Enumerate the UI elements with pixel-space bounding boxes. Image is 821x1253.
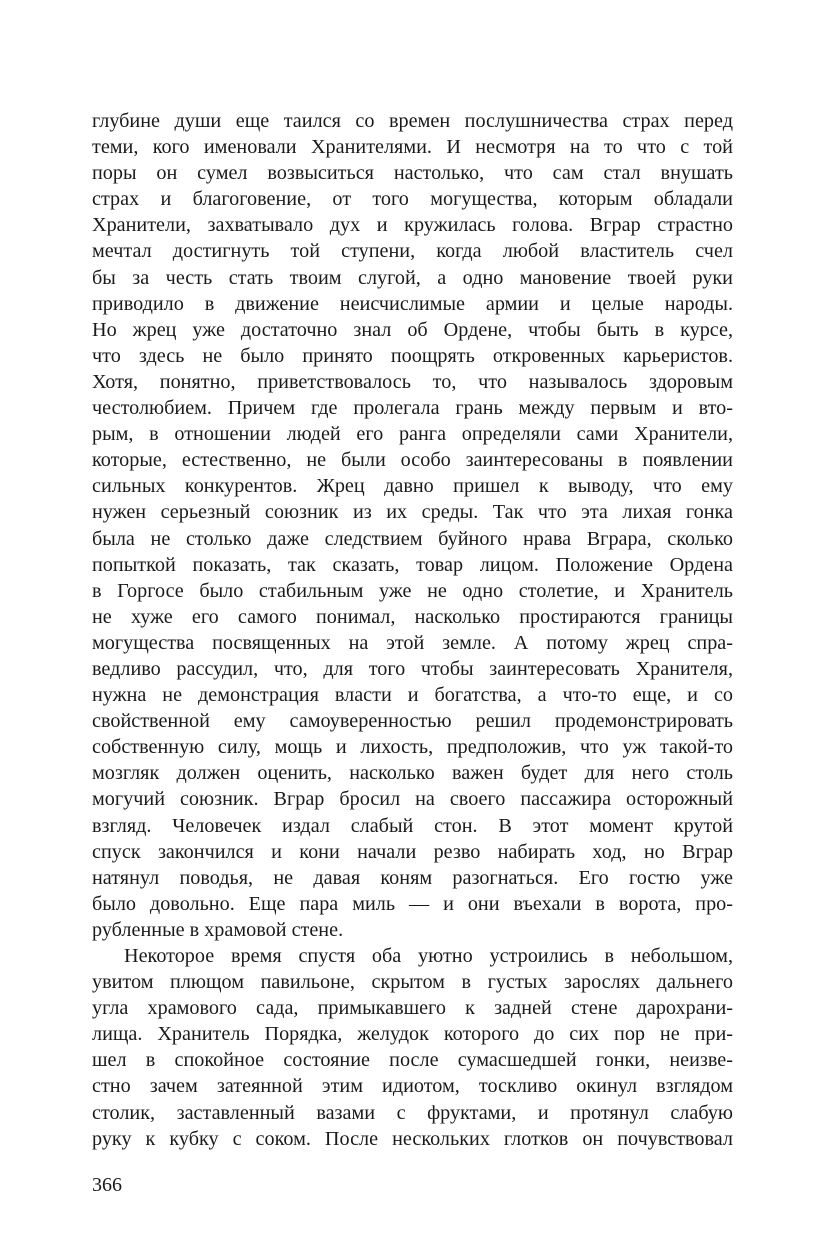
text-line: шел в спокойное состояние после сумасшедшей гонки, неизве- [92, 1049, 733, 1072]
text-line: собственную силу, мощь и лихость, предположив, что уж такой-то [92, 736, 733, 759]
text-line: что здесь не было принято поощрять откровенных карьеристов. [92, 344, 733, 367]
text-line: в Горгосе было стабильным уже не одно столетие, и Хранитель [92, 579, 733, 602]
text-line: взгляд. Человечек издал слабый стон. В этот момент крутой [92, 814, 733, 837]
text-line: свойственной ему самоуверенностью решил продемонстрировать [92, 710, 733, 733]
text-line: не хуже его самого понимал, насколько простираются границы [92, 605, 733, 628]
text-line: ведливо рассудил, что, для того чтобы заинтересовать Хранителя, [92, 657, 733, 680]
text-line: натянул поводья, не давая коням разогнаться. Его гостю уже [92, 866, 733, 889]
text-line: поры он сумел возвыситься настолько, что сам стал внушать [92, 162, 733, 185]
text-line: нужна не демонстрация власти и богатства, а что-то еще, и со [92, 684, 733, 707]
text-line: попыткой показать, так сказать, товар лицом. Положение Ордена [92, 553, 733, 576]
text-line: могучий союзник. Вграр бросил на своего пассажира осторожный [92, 788, 733, 811]
text-line: рым, в отношении людей его ранга определяли сами Хранители, [92, 423, 733, 446]
text-line: увитом плющом павильоне, скрытом в густых зарослях дальнего [92, 971, 733, 994]
text-line: страх и благоговение, от того могущества, которым обладали [92, 188, 733, 211]
text-line: которые, естественно, не были особо заинтересованы в появлении [92, 449, 733, 472]
text-line: мозгляк должен оценить, насколько важен будет для него столь [92, 762, 733, 785]
text-line: была не столько даже следствием буйного нрава Вграра, сколько [92, 527, 733, 550]
text-line: могущества посвященных на этой земле. А потому жрец спра- [92, 631, 733, 654]
text-line: спуск закончился и кони начали резво набирать ход, но Вграр [92, 840, 733, 863]
text-line: приводило в движение неисчислимые армии и целые народы. [92, 292, 733, 315]
body-text [92, 108, 733, 1152]
text-line: стно зачем затеянной этим идиотом, тоскливо окинул взглядом [92, 1075, 733, 1098]
text-line: мечтал достигнуть той ступени, когда любой властитель счел [92, 240, 733, 263]
text-line: Но жрец уже достаточно знал об Ордене, чтобы быть в курсе, [92, 318, 733, 341]
text-line: руку к кубку с соком. После нескольких глотков он почувствовал [92, 1127, 733, 1150]
paragraph-end-line: рубленные в храмовой стене. [92, 918, 344, 941]
paragraph-start-line: Некоторое время спустя оба уютно устроились в небольшом, [124, 945, 733, 967]
text-line: глубине души еще таился со времен послушничества страх перед [92, 110, 733, 132]
text-line: лища. Хранитель Порядка, желудок которого до сих пор не при- [92, 1023, 733, 1046]
text-line: честолюбием. Причем где пролегала грань между первым и вто- [92, 397, 733, 420]
text-line: было довольно. Еще пара миль — и они въехали в ворота, про- [92, 892, 733, 915]
text-line: Хранители, захватывало дух и кружилась голова. Вграр страстно [92, 214, 733, 237]
text-line: нужен серьезный союзник из их среды. Так что эта лихая гонка [92, 501, 733, 524]
text-line: бы за честь стать твоим слугой, а одно мановение твоей руки [92, 266, 733, 289]
page-number: 366 [92, 1174, 122, 1196]
text-line: теми, кого именовали Хранителями. И несмотря на то что с той [92, 136, 733, 159]
text-line: столик, заставленный вазами с фруктами, и протянул слабую [92, 1101, 733, 1124]
text-line: сильных конкурентов. Жрец давно пришел к выводу, что ему [92, 475, 733, 498]
text-line: угла храмового сада, примыкавшего к задней стене дарохрани- [92, 997, 733, 1020]
text-line: Хотя, понятно, приветствовалось то, что называлось здоровым [92, 370, 733, 393]
